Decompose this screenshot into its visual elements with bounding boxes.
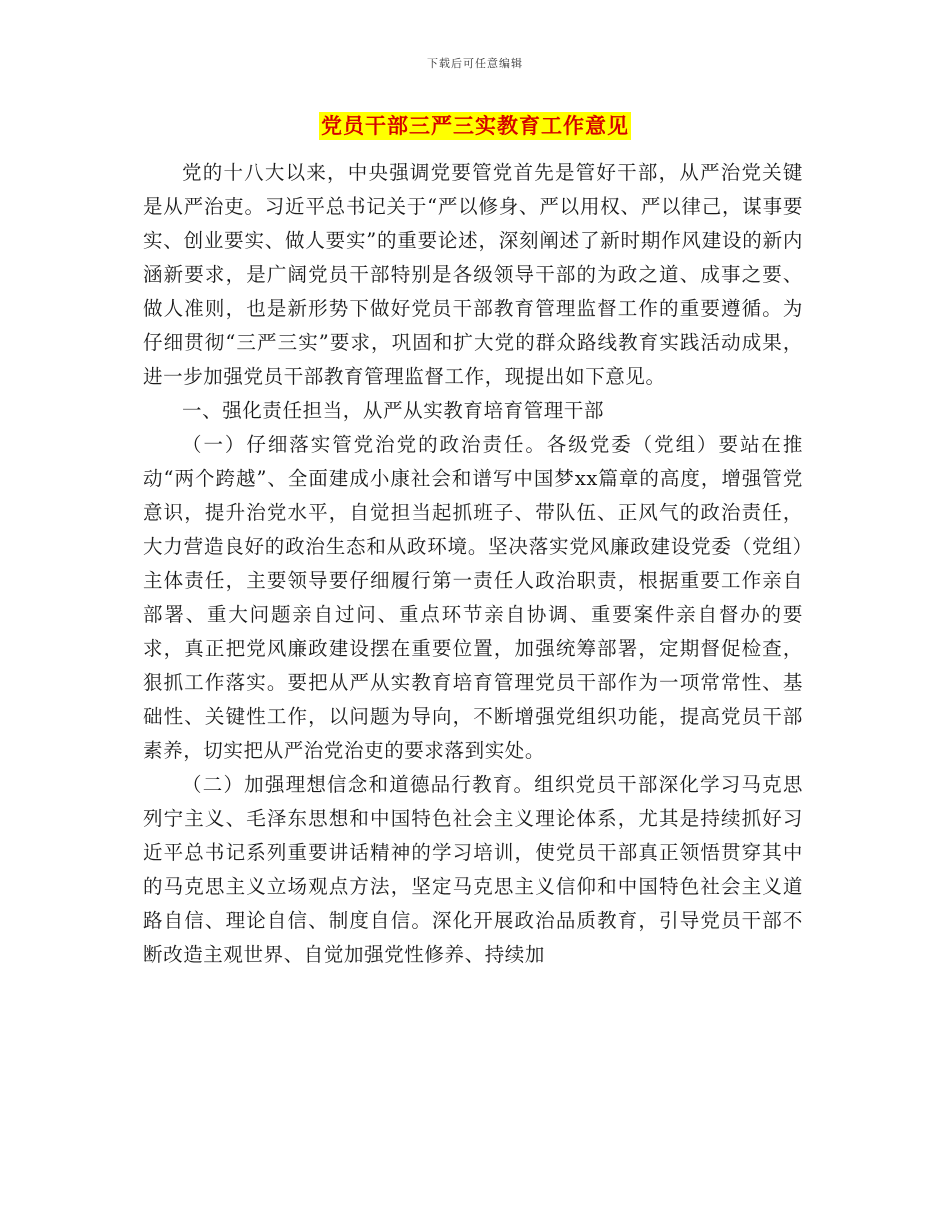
paragraph-item-1: （一）仔细落实管党治党的政治责任。各级党委（党组）要站在推动“两个跨越”、全面建成小康社会和谱写中国梦xx篇章的高度，增强管党意识，提升治党水平，自觉担当起抓班子、带队伍、正风气的政治责任，大力营造良好的政治生态和从政环境。坚决落实党风廉政建设党委（党组）主体责任，主要领导要仔细履行第一责任人政治职责，根据重要工作亲自部署、重大问题亲自过问、重点环节亲自协调、重要案件亲自督办的要求，真正把党风廉政建设摆在重要位置，加强统筹部署，定期督促检查，狠抓工作落实。要把从严从实教育培育管理党员干部作为一项常常性、基础性、关键性工作，以问题为导向，不断增强党组织功能，提高党员干部素养，切实把从严治党治吏的要求落到实处。 xyxy=(143,433,803,762)
paragraph-item-2: （二）加强理想信念和道德品行教育。组织党员干部深化学习马克思列宁主义、毛泽东思想和中国特色社会主义理论体系，尤其是持续抓好习近平总书记系列重要讲话精神的学习培训，使党员干部真正领悟贯穿其中的马克思主义立场观点方法，坚定马克思主义信仰和中国特色社会主义道路自信、理论自信、制度自信。深化开展政治品质教育，引导党员干部不断改造主观世界、自觉加强党性修养、持续加 xyxy=(143,773,803,966)
title-container xyxy=(0,112,950,140)
document-body xyxy=(143,156,803,972)
header-note: 下载后可任意编辑 xyxy=(427,57,523,70)
document-title: 党员干部三严三实教育工作意见 xyxy=(321,113,629,138)
section-heading-1: 一、强化责任担当，从严从实教育培育管理干部 xyxy=(182,399,605,422)
paragraph-intro: 党的十八大以来，中央强调党要管党首先是管好干部，从严治党关键是从严治吏。习近平总书记关于“严以修身、严以用权、严以律己，谋事要实、创业要实、做人要实”的重要论述，深刻阐述了新时期作风建设的新内涵新要求，是广阔党员干部特别是各级领导干部的为政之道、成事之要、做人准则，也是新形势下做好党员干部教育管理监督工作的重要遵循。为仔细贯彻“三严三实”要求，巩固和扩大党的群众路线教育实践活动成果，进一步加强党员干部教育管理监督工作，现提出如下意见。 xyxy=(143,161,803,388)
